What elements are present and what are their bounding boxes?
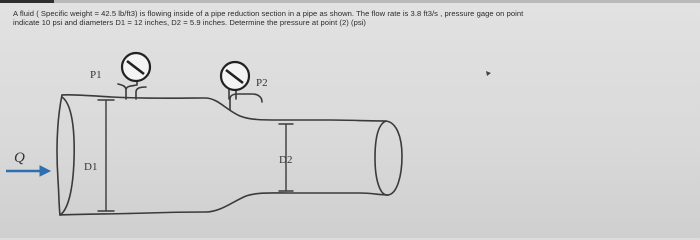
flow-arrow (6, 166, 50, 176)
pressure-gauge-1 (122, 53, 150, 81)
pipe-upper-wall (62, 95, 386, 121)
point-2-label: P2 (256, 77, 268, 89)
point-1-label: P1 (90, 69, 102, 81)
pipe-inlet-left-edge (57, 95, 62, 215)
pressure-gauge-2 (221, 62, 249, 90)
gauge-2-stem (230, 94, 262, 110)
d1-dimension-line (98, 100, 114, 211)
problem-line-2: indicate 10 psi and diameters D1 = 12 inches, D2 = 5.9 inches. Determine the pressure at point (2) (psi) (13, 18, 367, 28)
flow-arrow-head (40, 166, 50, 176)
diameter-2-label: D2 (279, 154, 293, 166)
problem-line-1: A fluid ( Specific weight = 42.5 lb/ft3) is flowing inside of a pipe reduction section in a pipe as shown. The flow rate is 3.8 ft3/s , pressure gage on point (13, 9, 524, 18)
pipe-outlet-end-ellipse (375, 121, 402, 195)
stray-mark (486, 71, 491, 76)
pipe-inlet-end-ellipse (60, 97, 74, 215)
diameter-1-label: D1 (84, 161, 98, 173)
flow-label: Q (14, 150, 25, 166)
